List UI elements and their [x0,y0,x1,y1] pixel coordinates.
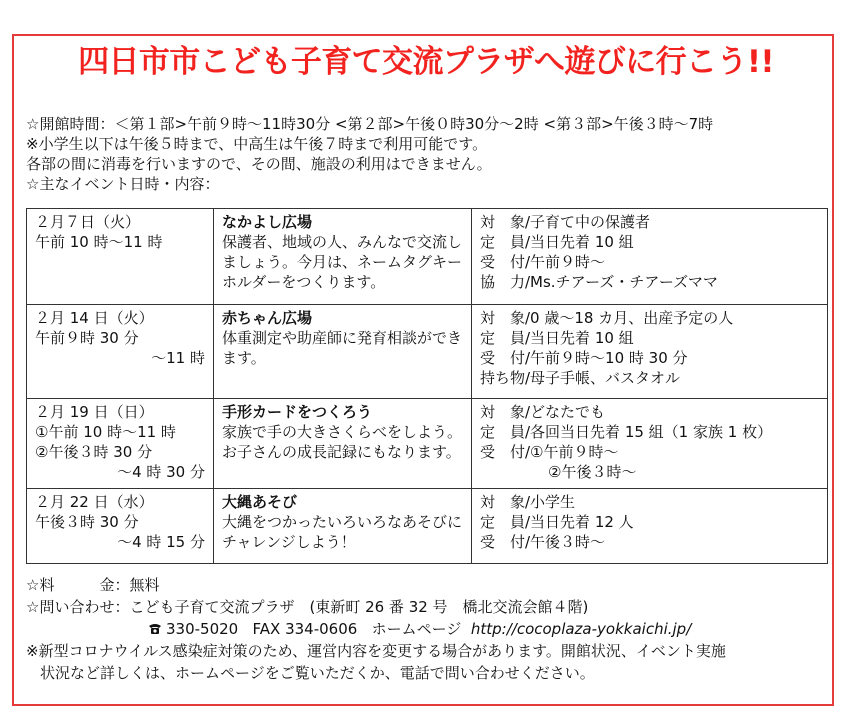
contact-details [26,618,832,640]
event-reception: 受 付/午後３時～ [480,533,606,551]
event-target: 対 象/0 歳～18 カ月、出産予定の人 [480,309,734,327]
event-time: 午後３時 30 分 [35,513,139,531]
event-content-cell [214,209,472,305]
event-capacity: 定 員/当日先着 10 組 [480,329,634,347]
event-content-cell [214,305,472,399]
covid-notice-continued: 状況など詳しくは、ホームページをご覧いただくか、電話で問い合わせください。 [40,664,595,682]
table-row [27,305,828,399]
event-info-cell [472,489,828,564]
table-row [27,399,828,489]
telephone-icon [148,623,162,635]
event-capacity: 定 員/各回当日先着 15 組（1 家族 1 枚） [480,423,773,441]
event-info-cell [472,305,828,399]
event-reception: 受 付/①午前９時～ [480,443,619,461]
event-capacity: 定 員/当日先着 12 人 [480,513,634,531]
event-info-cell [472,399,828,489]
homepage-label: ホームページ [371,620,462,638]
phone-number[interactable]: 330-5020 [166,620,239,638]
disinfection-note: 各部の間に消毒を行いますので、その間、施設の利用はできません。 [26,155,492,173]
event-title: 大縄あそび [222,493,298,511]
event-title: なかよし広場 [222,213,313,231]
event-time-second: ②午後３時 30 分 [35,443,153,461]
fee-line: ☆料 金：無料 [26,576,160,594]
event-date-cell [27,209,214,305]
events-heading: ☆主なイベント日時・内容： [26,175,220,193]
event-date-cell [27,305,214,399]
event-description: 保護者、地域の人、みんなで交流しましょう。今月は、ネームタグキーホルダーをつくります。 [222,233,463,291]
event-target: 対 象/どなたでも [480,403,606,421]
event-date: ２月 19 日（日） [35,403,154,421]
event-date: ２月 22 日（水） [35,493,154,511]
event-content-cell [214,489,472,564]
event-content-cell [214,399,472,489]
event-cooperation: 協 力/Ms.チアーズ・チアーズママ [480,273,718,291]
age-note: ※小学生以下は午後５時まで、中高生は午後７時まで利用可能です。 [26,135,488,153]
table-row [27,489,828,564]
homepage-link[interactable]: http://cocoplaza-yokkaichi.jp/ [470,620,692,638]
footer-section [26,574,832,684]
event-date: ２月７日（火） [35,213,141,231]
event-time-end: ～11 時 [151,349,205,367]
event-title: 手形カードをつくろう [222,403,373,421]
event-capacity: 定 員/当日先着 10 組 [480,233,634,251]
event-description: 家族で手の大きさくらべをしよう。お子さんの成長記録にもなります。 [222,423,463,461]
table-row [27,209,828,305]
event-target: 対 象/子育て中の保護者 [480,213,651,231]
event-time: 午前 10 時～11 時 [35,233,163,251]
event-reception: 受 付/午前９時～10 時 30 分 [480,349,688,367]
event-target: 対 象/小学生 [480,493,576,511]
contact-line: ☆問い合わせ：こども子育て交流プラザ (東新町 26 番 32 号 橋北交流会館４階) [26,598,589,616]
event-time: ①午前 10 時～11 時 [35,423,176,441]
event-reception-second: ②午後３時～ [548,463,637,481]
event-time-end: ～4 時 15 分 [117,533,205,551]
event-time-end: ～4 時 30 分 [117,463,205,481]
event-time: 午前９時 30 分 [35,329,139,347]
event-date-cell [27,489,214,564]
event-date-cell [27,399,214,489]
fax-number: FAX 334-0606 [252,620,358,638]
event-title: 赤ちゃん広場 [222,309,313,327]
event-table [26,208,828,564]
event-description: 体重測定や助産師に発育相談ができます。 [222,329,463,367]
event-date: ２月 14 日（火） [35,309,154,327]
flyer-title: 四日市市こども子育て交流プラザへ遊びに行こう!! [78,44,774,80]
covid-notice: ※新型コロナウイルス感染症対策のため、運営内容を変更する場合があります。開館状況、イベント実施 [26,642,726,660]
opening-hours: ☆開館時間：＜第１部>午前９時～11時30分 <第２部>午後０時30分～2時 <第３部>午後３時～7時 [26,115,714,133]
event-description: 大縄をつかったいろいろなあそびにチャレンジしよう！ [222,513,463,551]
event-info-cell [472,209,828,305]
intro-section [26,114,831,194]
event-reception: 受 付/午前９時～ [480,253,606,271]
event-belongings: 持ち物/母子手帳、バスタオル [480,369,681,387]
